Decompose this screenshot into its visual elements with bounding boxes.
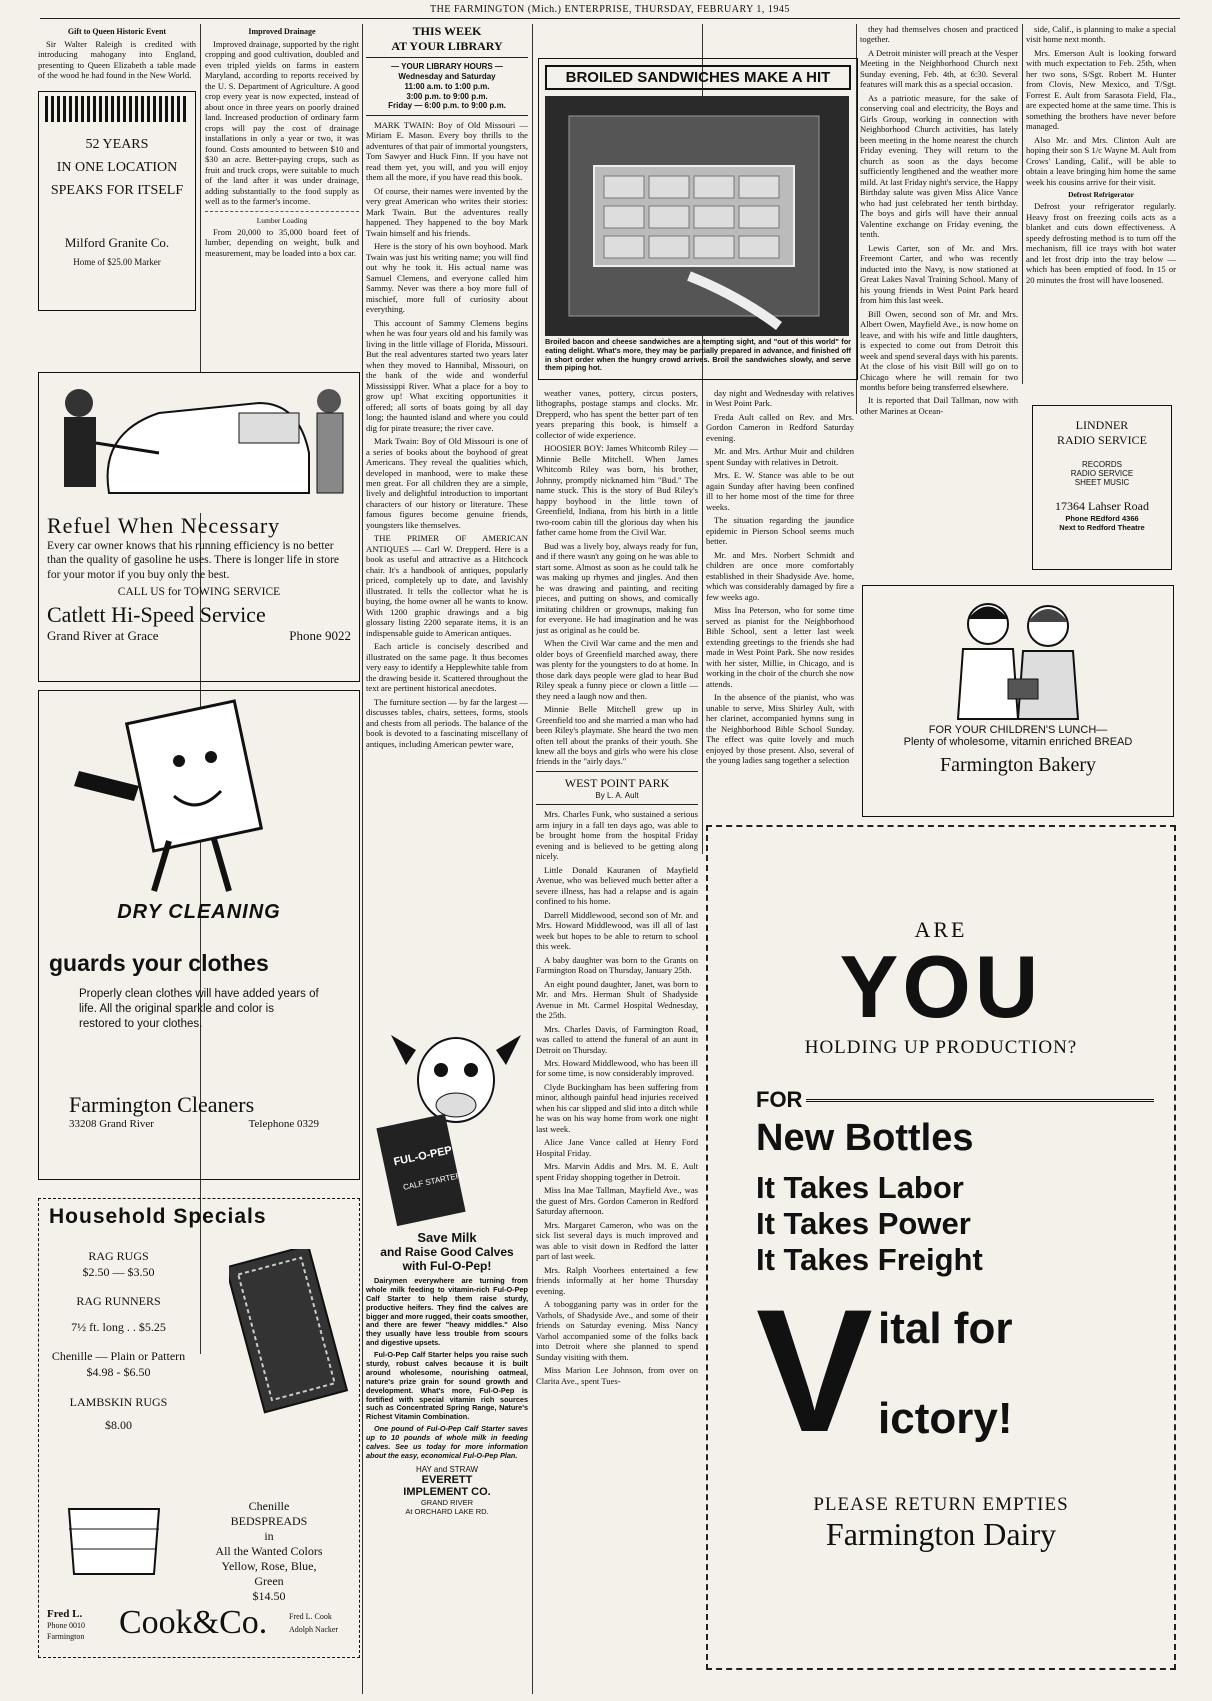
granite-line3: SPEAKS FOR ITSELF bbox=[50, 182, 184, 198]
fulopep-hay: HAY and STRAW bbox=[415, 1464, 479, 1474]
library-hours4: Friday — 6:00 p.m. to 9:00 p.m. bbox=[388, 101, 506, 111]
bakery-ad bbox=[862, 585, 1174, 817]
bag-label2: CALF STARTER bbox=[402, 1170, 463, 1192]
refuel-name: Catlett Hi-Speed Service bbox=[47, 602, 266, 628]
granite-tag: Home of $25.00 Marker bbox=[73, 256, 161, 267]
everett-name2: IMPLEMENT CO. bbox=[403, 1485, 491, 1498]
col5-a7: Miss Ina Peterson, who for some time served as pianist for the Neighborhood Bible School, sent a letter last week extending greetings to the friends she had made in West Point Park. She now resides with her sister, Millie, in Chicago, and is working in the choir of the church she now attends. bbox=[706, 605, 854, 689]
col4-p1: weather vanes, pottery, circus posters, lithographs, postage stamps and clocks. Mr. Drepperd, who has spent the better part of ten years preparing this book, is himself a collector of wide experience. bbox=[536, 388, 698, 440]
col4-p5: Minnie Belle Mitchell grew up in Greenfield too and she married a man who had been Riley's playmate. She heard the two men often tell about the pranks of their youth. She knew all the boys and girls who were his close friends in the "airly days." bbox=[536, 704, 698, 767]
dairy-v: V bbox=[756, 1274, 873, 1469]
refuel-body: Every car owner knows that his running efficiency is no better than the quality of gasoline he uses. There is longer life in store for your motor if you buy only the best. bbox=[47, 540, 340, 581]
dairy-for-rule bbox=[806, 1099, 1154, 1102]
wpp-w1: Mrs. Charles Funk, who sustained a serious arm injury in a fall ten days ago, was able to be brought home from the hospital Friday evening and is believed to be getting along nicely. bbox=[536, 809, 698, 862]
gas-station-illustration bbox=[39, 373, 357, 513]
wpp-w6: Mrs. Charles Davis, of Farmington Road, was called to attend the funeral of an aunt in Detroit on Thursday. bbox=[536, 1023, 698, 1055]
wpp-w10: Mrs. Marvin Addis and Mrs. M. E. Ault spent Friday shopping together in Detroit. bbox=[536, 1161, 698, 1182]
granite-hatch bbox=[45, 96, 189, 122]
dairy-vital: ital for bbox=[878, 1304, 1013, 1353]
col5-a4: Mrs. E. W. Stance was able to be out again Sunday after having been confined ill to her home most of the time for three weeks. bbox=[706, 470, 854, 512]
col6-b1: they had themselves chosen and practiced together. bbox=[860, 24, 1018, 45]
col2 bbox=[205, 24, 359, 364]
cook-left-town: Farmington bbox=[47, 1631, 85, 1641]
wpp-w2: Little Donald Kauranen of Mayfield Avenue, who was believed much better after a severe illness, has had a relapse and is again confined to his home. bbox=[536, 864, 698, 907]
fulopep-headline1: Save Milk bbox=[417, 1230, 477, 1245]
library-p7: Each article is concisely described and illustrated on the same page. It thus becomes very easy to identify a Hepplewhite table from the drawing beside it. Scattered throughout the text are pertinent historical anecdotes. bbox=[366, 641, 528, 694]
col3-library bbox=[366, 24, 528, 1004]
bakery-line1: FOR YOUR CHILDREN'S LUNCH— bbox=[928, 724, 1108, 736]
cleaners-ad bbox=[38, 690, 360, 1180]
rag-rugs-price: $2.50 — $3.50 bbox=[82, 1264, 155, 1279]
rag-rugs: RAG RUGS bbox=[88, 1249, 149, 1263]
lindner-l3: SHEET MUSIC bbox=[1074, 478, 1130, 487]
col5-a3: Mr. and Mrs. Arthur Muir and children spent Sunday with relatives in Detroit. bbox=[706, 446, 854, 467]
lindner-near: Next to Redford Theatre bbox=[1059, 523, 1145, 532]
refuel-headline: Refuel When Necessary bbox=[47, 513, 281, 538]
fulopep-body1: Dairymen everywhere are turning from whole milk feeding to vitamin-rich Ful-O-Pep Calf Starter to help them raise sturdy, productive heifers. They find the calves are bigger and more rugged, their coats smoother, and there are fewer "heavy middles." Also they usually have less trouble from scours and digestive upsets. bbox=[366, 1276, 528, 1348]
dairy-freight: It Takes Freight bbox=[756, 1242, 983, 1277]
col5 bbox=[706, 388, 854, 818]
bedspread-label5: Yellow, Rose, Blue, bbox=[221, 1559, 317, 1573]
sandwich-feature bbox=[538, 58, 858, 380]
bakery-line2: Plenty of wholesome, vitamin enriched BREAD bbox=[903, 736, 1133, 748]
library-hours3: 3:00 p.m. to 9:00 p.m. bbox=[406, 91, 488, 101]
fulopep-body3: One pound of Ful-O-Pep Calf Starter saves up to 10 pounds of whole milk in feeding calves. See us today for more information about the easy, economical Ful-O-Pep Plan. bbox=[366, 1424, 528, 1460]
sandwich-heading: BROILED SANDWICHES MAKE A HIT bbox=[545, 65, 851, 90]
dairy-for: FOR bbox=[756, 1087, 803, 1112]
fulopep-headline2: and Raise Good Calves bbox=[380, 1245, 514, 1259]
dairy-ad bbox=[706, 825, 1176, 1670]
lindner-name1: LINDNER bbox=[1075, 418, 1129, 432]
bedspread-label4: All the Wanted Colors bbox=[215, 1544, 323, 1558]
dairy-labor: It Takes Labor bbox=[756, 1170, 964, 1205]
library-p8: The furniture section — by far the largest — discusses tables, chairs, settees, forms, stools and chests from all periods. The balance of the book is devoted to a fascinating miscellany of antiques, including American pewter ware, bbox=[366, 696, 528, 749]
col4-p4: When the Civil War came and the men and older boys of Greenfield marched away, there was plenty for the youngsters to do at home. In those dark days people were glad to hear Bud Riley speak a funny piece or clown a little — they need a laugh now and then. bbox=[536, 638, 698, 701]
lambskin-rugs: LAMBSKIN RUGS bbox=[69, 1394, 168, 1409]
cleaners-body: Properly clean clothes will have added years of life. All the original sparkle and color is restored to your clothes. bbox=[79, 988, 319, 1030]
sandwich-photo bbox=[539, 96, 855, 336]
wpp-w14: A tobogganing party was in order for the Varhols, of Shadyside Ave., and some of their friends on Saturday evening. Miss Nancy Varhol accompanied some of the folks back into Detroit where she planned to spend Sunday visiting with them. bbox=[536, 1299, 698, 1362]
library-hours1: Wednesday and Saturday bbox=[398, 72, 496, 81]
cook-left-name: Fred L. bbox=[47, 1608, 83, 1620]
col6-b4: Lewis Carter, son of Mr. and Mrs. Freemont Carter, and who was recently inducted into the Navy, is now stationed at Great Lakes Naval Training School. Many of his young friends in West Point Park heard from him this last week. bbox=[860, 242, 1018, 306]
chenille-rugs: Chenille — Plain or Pattern $4.98 - $6.50 bbox=[51, 1349, 186, 1379]
wpp-w5: An eight pound daughter, Janet, was born to Mr. and Mrs. Herman Shult of Shadyside Avenue in Mt. Carmel Hospital Wednesday, the 25th. bbox=[536, 978, 698, 1021]
wpp-w3: Darrell Middlewood, second son of Mr. and Mrs. Howard Middlewood, was ill all of last week but hopes to be able to return to school this week. bbox=[536, 909, 698, 952]
gift-heading: Gift to Queen Historic Event bbox=[67, 27, 167, 36]
library-title1: THIS WEEK bbox=[412, 24, 482, 38]
dairy-bottles: New Bottles bbox=[756, 1117, 974, 1159]
wpp-w11: Miss Ina Mae Tallman, Mayfield Ave., was the guest of Mrs. Gordon Cameron in Redford Saturday afternoon. bbox=[536, 1185, 698, 1217]
defrost-heading: Defrost Refrigerator bbox=[1068, 190, 1134, 200]
cleaners-phone: Telephone 0329 bbox=[248, 1117, 319, 1130]
lindner-name2: RADIO SERVICE bbox=[1056, 433, 1148, 447]
everett-name1: EVERETT bbox=[421, 1473, 473, 1486]
refuel-call: CALL US for TOWING SERVICE bbox=[117, 586, 281, 599]
wpp-w15: Miss Marion Lee Johnson, from over on Clarita Ave., spent Tues- bbox=[536, 1365, 698, 1386]
cook-right-name2: Adolph Nacker bbox=[289, 1624, 339, 1634]
wpp-w4: A baby daughter was born to the Grants on Farmington Road on Thursday, January 25th. bbox=[536, 954, 698, 976]
dairy-return: PLEASE RETURN EMPTIES bbox=[813, 1494, 1069, 1515]
bedspread-price: $14.50 bbox=[252, 1589, 286, 1603]
library-p6: THE PRIMER OF AMERICAN ANTIQUES — Carl W. Drepperd. Here is a book as useful and attractive as a Hitchcock chair. It's a handbook of antiques, popularly priced, completely up to date, and lavishly illustrated. It tells the collector what he is buying, the home owner all he wants to know. With 1200 graphic drawings and a big glossary listing 2200 separate items, it is an indispensable guide to American antiques. bbox=[366, 533, 528, 638]
refuel-address: Grand River at Grace bbox=[47, 628, 159, 644]
masthead: THE FARMINGTON (Mich.) ENTERPRISE, THURSDAY, FEBRUARY 1, 1945 bbox=[40, 4, 1180, 19]
col4-p2: HOOSIER BOY: James Whitcomb Riley — Minnie Belle Mitchell. When James Whitcomb Riley was born, his brother, Johnny, promptly nicknamed him "Bud." The name stuck. This is the story of Bud Riley's happy boyhood in the little town of Greenfield, Indiana, from his birth in a little two-room cabin till the glorious day when his father came home from the Civil War. bbox=[536, 443, 698, 538]
cleaners-headline: guards your clothes bbox=[49, 950, 269, 976]
defrost-body: Defrost your refrigerator regularly. Heavy frost on freezing coils acts as a blanket and cuts down effectiveness. A speedy defrosting method is to turn off the mechanism, fill ice trays with hot water and let frost drip into the tray below — which has been emptied of food. In 15 or 20 minutes the frost will have loosened. bbox=[1026, 201, 1176, 285]
cleaners-address: 33208 Grand River bbox=[69, 1117, 154, 1130]
library-p4: This account of Sammy Clemens begins when he was four years old and his family was living in the little village of Florida, Missouri. But the real adventures started two years later when they moved to Hannibal, Missouri, on the bank of the wide and wonderful Mississippi River. What a place for a boy to grow up! What exciting opportunities it offered; all sorts of boats going by all day long; the haunted island and where you could dig for pirate treasure; the river cave. bbox=[366, 317, 528, 433]
rag-runners: RAG RUNNERS bbox=[76, 1294, 161, 1309]
gift-body: Sir Walter Raleigh is credited with introducing mahogany into England, presenting to Queen Elizabeth a table made of the wood he had found in the New World. bbox=[38, 38, 196, 81]
everett-addr2: At ORCHARD LAKE RD. bbox=[405, 1506, 489, 1516]
col7-c1: side, Calif., is planning to make a special visit home next month. bbox=[1026, 24, 1176, 45]
cleaners-banner: DRY CLEANING bbox=[117, 901, 281, 923]
bedspread-label6: Green bbox=[254, 1574, 284, 1588]
dairy-are: ARE bbox=[914, 917, 968, 942]
wpp-w7: Mrs. Howard Middlewood, who has been ill for some time, is now considerably improved. bbox=[536, 1057, 698, 1079]
lindner-l1: RECORDS bbox=[1081, 460, 1122, 469]
col5-a2: Freda Ault called on Rev. and Mrs. Gordon Cameron in Redford Saturday evening. bbox=[706, 411, 854, 443]
wpp-w8: Clyde Buckingham has been suffering from minor, although painful head injuries received when his car slipped and slid into a ditch while he was on his way home from work one night last week. bbox=[536, 1081, 698, 1134]
cook-right-name: Fred L. Cook bbox=[289, 1612, 332, 1621]
children-illustration bbox=[928, 594, 1108, 724]
household-title: Household Specials bbox=[49, 1205, 267, 1228]
cook-left-phone: Phone 0010 bbox=[47, 1621, 85, 1631]
granite-name: Milford Granite Co. bbox=[64, 234, 170, 250]
cook-name: Cook&Co. bbox=[119, 1604, 268, 1641]
lindner-phone: Phone REdford 4366 bbox=[1065, 514, 1139, 523]
wpp-w12: Mrs. Margaret Cameron, who was on the sick list several days is much improved and was able to visit down in Redford the latter part of last week. bbox=[536, 1219, 698, 1262]
lindner-ad bbox=[1032, 405, 1172, 570]
lambskin-price: $8.00 bbox=[105, 1418, 132, 1433]
library-p2: Of course, their names were invented by the very great American who writes their stories: Mark Twain. But the adventures really happened. They happened to the boy Mark Twain himself and his friends. bbox=[366, 185, 528, 238]
bakery-name: Farmington Bakery bbox=[939, 754, 1097, 776]
lindner-addr: 17364 Lahser Road bbox=[1055, 499, 1149, 513]
col7-c3: Also Mr. and Mrs. Clinton Ault are hoping their son S 1/c Wayne M. Ault from Crows' Landing, Calif., will be able to obtain a leave bringing him home the same week his cousins arrive for their visit. bbox=[1026, 134, 1176, 187]
bag-label: FUL-O-PEP bbox=[392, 1144, 454, 1169]
dairy-victory: ictory! bbox=[878, 1394, 1013, 1443]
col5-a8: In the absence of the pianist, who was unable to serve, Miss Shirley Ault, with her clarinet, accompanied hymns sung in the Neighborhood Bible School Sunday. The effect was quite lovely and much enjoyed by those present. Also, several of the young ladies sang together a selection bbox=[706, 692, 854, 765]
cleaners-name: Farmington Cleaners bbox=[69, 1091, 255, 1117]
col4 bbox=[536, 388, 698, 1688]
dry-cleaning-mascot bbox=[39, 691, 357, 901]
lindner-l2: RADIO SERVICE bbox=[1070, 469, 1134, 478]
col6 bbox=[860, 24, 1018, 569]
library-title2: AT YOUR LIBRARY bbox=[391, 38, 503, 53]
bedspread-label3: in bbox=[264, 1529, 274, 1543]
granite-line2: IN ONE LOCATION bbox=[56, 159, 178, 175]
rug-illustration bbox=[229, 1249, 349, 1419]
col5-a6: Mr. and Mrs. Norbert Schmidt and children are once more comfortably established in their Shadyside Ave. home, which was considerably damaged by fire a few weeks ago. bbox=[706, 549, 854, 602]
drainage-body: Improved drainage, supported by the right cropping and good cultivation, doubled and even tripled yields on farms in eastern Maryland, according to reports received by the U. S. Department of Agriculture. A good crop every year is now expected, instead of about once in three years on poorly drained land. Increased production of ordinary farm crops will pay the cost of drainage installations in only a year or two, it was found. Costs amounted to between $10 and $30 an acre. Better-paying crops, such as fruit and truck crops, were suitable to much of the land after it was under drainage, adding substantially to the food supply as well as to the farmer's income. bbox=[205, 38, 359, 207]
refuel-ad bbox=[38, 372, 360, 682]
granite-ad bbox=[38, 91, 196, 311]
fulopep-ad bbox=[366, 1010, 528, 1670]
refuel-phone: Phone 9022 bbox=[289, 628, 351, 644]
drainage-heading: Improved Drainage bbox=[248, 27, 316, 36]
library-p1: MARK TWAIN: Boy of Old Missouri — Miriam E. Mason. Every boy thrills to the adventures of that pair of immortal youngsters, Tom Sawyer and Huck Finn. If you have not read them yet, you will, and you will enjoy them all the more, if you have read this book. bbox=[366, 120, 528, 183]
column-rule bbox=[532, 24, 533, 1694]
sandwich-caption: Broiled bacon and cheese sandwiches are a tempting sight, and "out of this world" for eating delight. What's more, they may be partially prepared in advance, and finished off in short order when the hungry crowd arrives. Broil the sandwiches slowly, and serve them piping hot. bbox=[545, 337, 851, 373]
col6-b3: As a patriotic measure, for the sake of conserving coal and electricity, the Boys and Girls Group, working in connection with Neighborhood Church activities, has lately been meeting in the home nearest the church Friday evening. They will return to the church as soon as the days become sufficiently lengthened and the weather more mild. At last Friday night's service, the Happy Birthday salute was given Miss Alice Vance who had just celebrated her tenth birthday. The boys and girls will have their annual Valentine exchange on Friday evening, the tenth. bbox=[860, 92, 1018, 240]
fulopep-headline3: with Ful-O-Pep! bbox=[402, 1259, 492, 1273]
fulopep-body2: Ful-O-Pep Calf Starter helps you raise such sturdy, robust calves because it is built around wholesome, nourishing oatmeal, nature's prize grain for sound growth and development. What's more, Ful-O-Pep is fortified with special vitamin rich sources such as Concentrated Spring Range, Nature's Richest Vitamin Combination. bbox=[366, 1350, 528, 1422]
dairy-holding: HOLDING UP PRODUCTION? bbox=[804, 1037, 1078, 1058]
col1-top bbox=[38, 24, 196, 349]
library-p3: Here is the story of his own boyhood. Mark Twain was just his writing name; you will find out why he took it. His actual name was Samuel Clemens, and everyone called him Sammy. Never was there a boy more full of mischief, more full of curiosity about everything. bbox=[366, 241, 528, 315]
dairy-power: It Takes Power bbox=[756, 1206, 971, 1241]
bedspread-label2: BEDSPREADS bbox=[230, 1514, 308, 1528]
granite-line1: 52 YEARS bbox=[85, 136, 149, 152]
wpp-heading: WEST POINT PARK bbox=[564, 775, 670, 790]
calf-illustration bbox=[366, 1010, 528, 1230]
library-hours2: 11:00 a.m. to 1:00 p.m. bbox=[404, 81, 490, 91]
bedspread-illustration bbox=[59, 1479, 169, 1579]
lumber-heading: Lumber Loading bbox=[256, 215, 308, 225]
library-p5: Mark Twain: Boy of Old Missouri is one of a series of books about the boyhood of great Americans. They reveal the qualities which, developed in manhood, were to make these men great. For all children they are a simple, lively and delightful introduction to important characters of our history or literature. These famous figures become genuine friends, youngsters like themselves. bbox=[366, 436, 528, 530]
dairy-name: Farmington Dairy bbox=[825, 1516, 1057, 1552]
col5-a1: day night and Wednesday with relatives in West Point Park. bbox=[706, 388, 854, 409]
household-ad bbox=[38, 1198, 360, 1658]
col6-b6: It is reported that Dail Tallman, now with other Marines at Ocean- bbox=[860, 395, 1018, 416]
wpp-w9: Alice Jane Vance called at Henry Ford Hospital Friday. bbox=[536, 1137, 698, 1158]
col4-p3: Bud was a lively boy, always ready for fun, and if there wasn't any going on he was able to start some. Almost as soon as he could talk he was making up rhymes and jingles. And then he was drawing and painting, and reciting pieces, and putting on shows, and comically imitating children or grownups, making fun for everyone. He had imagination and he was just as original as he could be. bbox=[536, 540, 698, 635]
col6-b5: Bill Owen, second son of Mr. and Mrs. Albert Owen, Mayfield Ave., is now home on leave, and with his wife and little daughters, is expected to come out from Detroit this week and spend several days with his parents. At the close of his visit Bill will go on to Chicago where he will remain for two months before being transferred elsewhere. bbox=[860, 308, 1018, 392]
dairy-you: YOU bbox=[839, 937, 1043, 1036]
lumber-body: From 20,000 to 35,000 board feet of lumber, depending on weight, bulk and measurement, may be loaded into a box car. bbox=[205, 226, 359, 258]
column-rule bbox=[362, 24, 363, 1694]
col7-c2: Mrs. Emerson Ault is looking forward with much expectation to Feb. 25th, when her two sons, S/Sgt. Robert M. Hunter from Clovis, New Mexico, and T/Sgt. Forrest E. Ault from Sarasota Field, Fla., are expected home at the same time. This is something the brothers have never before managed. bbox=[1026, 47, 1176, 132]
wpp-byline: By L. A. Ault bbox=[595, 790, 639, 800]
library-hours-heading: — YOUR LIBRARY HOURS — bbox=[391, 62, 503, 72]
bedspread-label1: Chenille bbox=[248, 1499, 290, 1513]
wpp-w13: Mrs. Ralph Voorhees entertained a few friends informally at her home Thursday evening. bbox=[536, 1264, 698, 1296]
col7 bbox=[1026, 24, 1176, 384]
column-rule bbox=[1022, 24, 1023, 384]
everett-addr1: GRAND RIVER bbox=[420, 1497, 474, 1507]
rag-runners-price: 7½ ft. long . . $5.25 bbox=[71, 1319, 166, 1334]
col6-b2: A Detroit minister will preach at the Vesper Meeting in the Neighborhood Church next Sunday evening, Feb. 4th, at 6:30. Several features will mark this as a special occasion. bbox=[860, 47, 1018, 90]
col5-a5: The situation regarding the jaundice epidemic in Pierson School seems much better. bbox=[706, 515, 854, 547]
